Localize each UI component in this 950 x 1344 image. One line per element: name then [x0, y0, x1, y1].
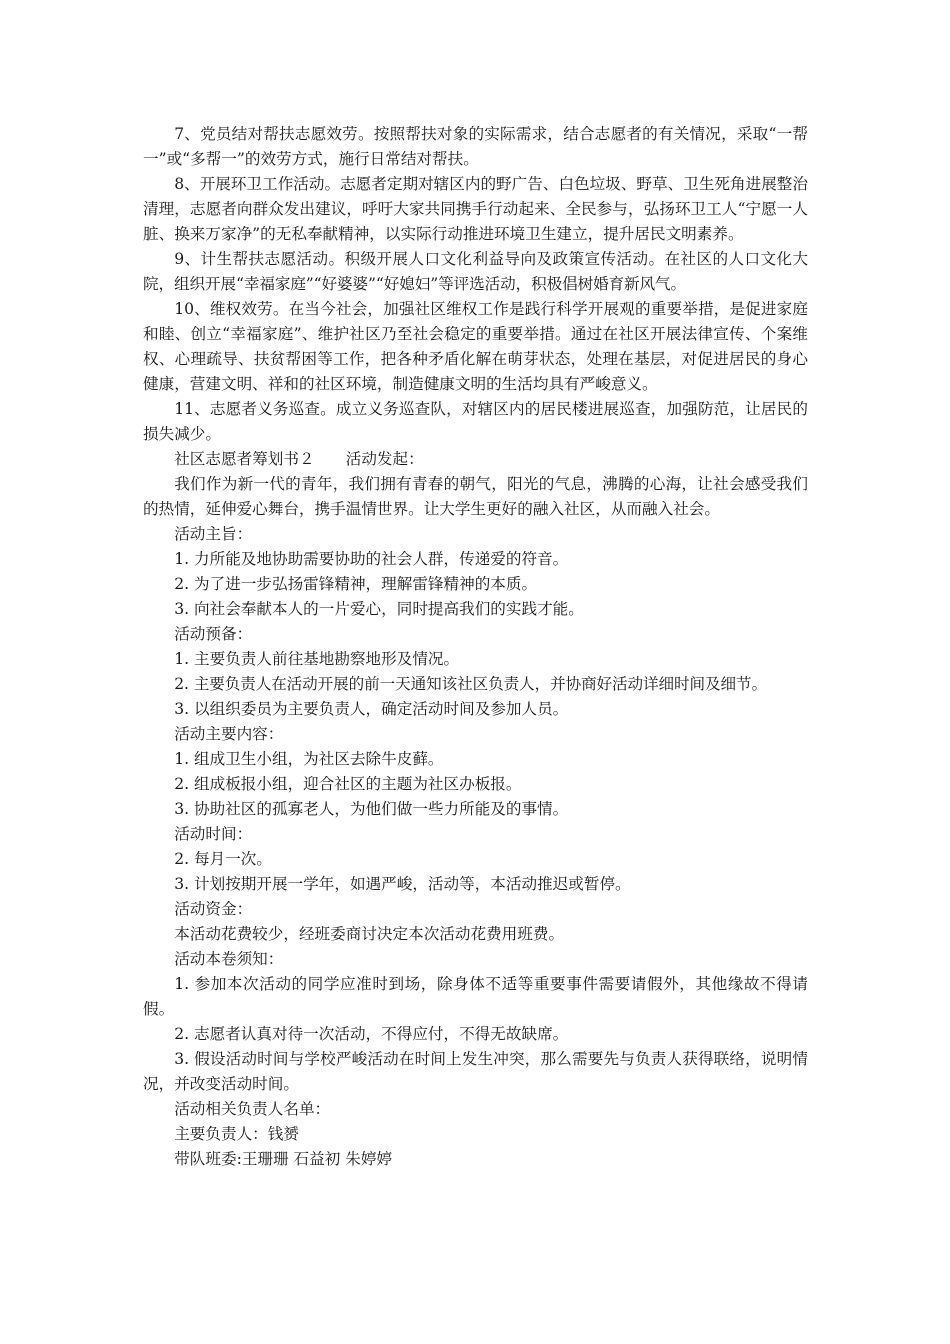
- document-page: [143, 122, 808, 1172]
- list-item-preparation-2: 2. 主要负责人在活动开展的前一天通知该社区负责人，并协商好活动详细时间及细节。: [174, 675, 767, 693]
- paragraph-initiative: 我们作为新一代的青年，我们拥有青春的朝气，阳光的气息，沸腾的心海，让社会感受我们的热情，延伸爱心舞台，携手温情世界。让大学生更好的融入社区，从而融入社会。: [143, 475, 808, 518]
- list-item-content-3: 3. 协助社区的孤寡老人，为他们做一些力所能及的事情。: [174, 800, 569, 818]
- heading-notes: 活动本卷须知：: [174, 950, 284, 968]
- heading-preparation: 活动预备：: [174, 625, 253, 643]
- list-item-notes-2: 2. 志愿者认真对待一次活动，不得应付，不得无故缺席。: [174, 1025, 569, 1043]
- team-leaders: 带队班委:王珊珊 石益初 朱婷婷: [174, 1150, 393, 1168]
- list-item-purpose-2: 2. 为了进一步弘扬雷锋精神，理解雷锋精神的本质。: [174, 575, 538, 593]
- list-item-time-3: 3. 计划按期开展一学年，如遇严峻，活动等，本活动推迟或暂停。: [174, 875, 631, 893]
- list-item-purpose-3: 3. 向社会奉献本人的一片爱心，同时提高我们的实践才能。: [174, 600, 584, 618]
- heading-purpose: 活动主旨：: [174, 525, 253, 543]
- main-responsible-person: 主要负责人：钱赟: [174, 1125, 299, 1143]
- heading-responsible-list: 活动相关负责人名单：: [174, 1100, 331, 1118]
- paragraph-8-sanitation-activity: 8、开展环卫工作活动。志愿者定期对辖区内的野广告、白色垃圾、野草、卫生死角进展整治清理，志愿者向群众发出建议，呼吁大家共同携手行动起来、全民参与，弘扬环卫工人“宁愿一人脏、换来万家净”的无私奉献精神，以实际行动推进环境卫生建立，提升居民文明素养。: [143, 175, 808, 243]
- paragraph-7-party-member-assistance: 7、党员结对帮扶志愿效劳。按照帮扶对象的实际需求，结合志愿者的有关情况，采取“一帮一”或“多帮一”的效劳方式，施行日常结对帮扶。: [143, 125, 808, 168]
- section-heading-plan-2: 社区志愿者筹划书２ 活动发起：: [174, 450, 424, 468]
- paragraph-10-rights-protection: 10、维权效劳。在当今社会，加强社区维权工作是践行科学开展观的重要举措，是促进家庭和睦、创立“幸福家庭”、维护社区乃至社会稳定的重要举措。通过在社区开展法律宣传、个案维权、心理疏导、扶贫帮困等工作，把各种矛盾化解在萌芽状态，处理在基层，对促进居民的身心健康，营建文明、祥和的社区环境，制造健康文明的生活均具有严峻意义。: [143, 300, 808, 393]
- heading-time: 活动时间：: [174, 825, 253, 843]
- heading-main-content: 活动主要内容：: [174, 725, 284, 743]
- list-item-notes-3: 3. 假设活动时间与学校严峻活动在时间上发生冲突，那么需要先与负责人获得联络，说明情况，并改变活动时间。: [143, 1050, 808, 1093]
- list-item-preparation-1: 1. 主要负责人前往基地勘察地形及情况。: [174, 650, 460, 668]
- list-item-content-2: 2. 组成板报小组，迎合社区的主题为社区办板报。: [174, 775, 522, 793]
- paragraph-funding: 本活动花费较少，经班委商讨决定本次活动花费用班费。: [174, 925, 565, 943]
- list-item-time-2: 2. 每月一次。: [174, 850, 272, 868]
- list-item-notes-1: 1. 参加本次活动的同学应准时到场，除身体不适等重要事件需要请假外，其他缘故不得请假。: [143, 975, 808, 1018]
- list-item-preparation-3: 3. 以组织委员为主要负责人，确定活动时间及参加人员。: [174, 700, 569, 718]
- list-item-purpose-1: 1. 力所能及地协助需要协助的社会人群，传递爱的符音。: [174, 550, 569, 568]
- heading-funding: 活动资金：: [174, 900, 253, 918]
- list-item-content-1: 1. 组成卫生小组，为社区去除牛皮藓。: [174, 750, 444, 768]
- paragraph-9-family-planning: 9、计生帮扶志愿活动。积级开展人口文化利益导向及政策宣传活动。在社区的人口文化大院，组织开展“幸福家庭”“好婆婆”“好媳妇”等评选活动，积极倡树婚育新风气。: [143, 250, 808, 293]
- paragraph-11-patrol: 11、志愿者义务巡查。成立义务巡查队，对辖区内的居民楼进展巡查，加强防范，让居民的损失减少。: [143, 400, 808, 443]
